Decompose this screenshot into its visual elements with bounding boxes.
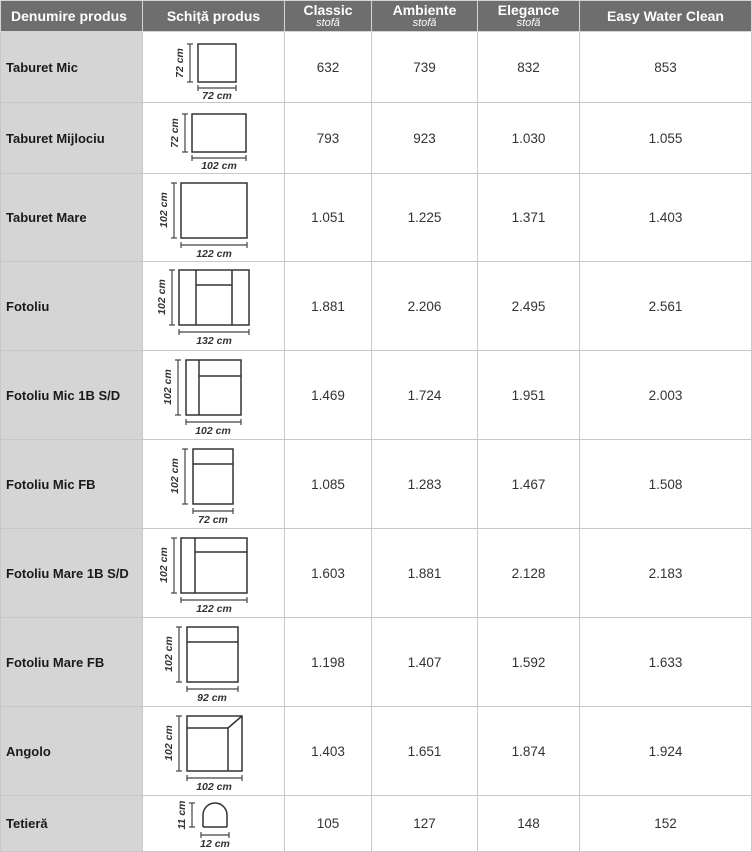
price-elegance: 1.030 — [478, 103, 580, 174]
product-name: Fotoliu Mic 1B S/D — [1, 351, 143, 440]
header-elegance-sub: stofă — [516, 17, 541, 29]
fotoliu-mic-1b-sketch-icon — [159, 354, 269, 436]
price-ambiente: 1.225 — [372, 174, 478, 262]
price-easy-water-clean: 1.055 — [580, 103, 752, 174]
product-name: Fotoliu — [1, 262, 143, 351]
fotoliu-sketch-icon — [155, 265, 269, 347]
taburet-mic-sketch-icon — [164, 35, 264, 102]
price-ambiente: 2.206 — [372, 262, 478, 351]
price-elegance: 148 — [478, 796, 580, 852]
product-name: Fotoliu Mic FB — [1, 440, 143, 529]
table-row — [1, 174, 752, 262]
width-label: 72 cm — [197, 514, 228, 526]
width-label: 12 cm — [199, 837, 230, 850]
price-classic: 793 — [285, 103, 372, 174]
header-easy-water-clean: Easy Water Clean — [580, 1, 752, 32]
price-ambiente: 739 — [372, 32, 478, 103]
product-sketch — [143, 796, 285, 852]
product-name: Taburet Mic — [1, 32, 143, 103]
price-easy-water-clean: 1.924 — [580, 707, 752, 796]
header-elegance-label: Elegance — [497, 2, 560, 18]
product-sketch — [143, 618, 285, 707]
header-product-sketch: Schiță produs — [143, 1, 285, 32]
price-elegance: 1.467 — [478, 440, 580, 529]
price-classic: 1.051 — [285, 174, 372, 262]
header-classic-label: Classic — [303, 2, 353, 18]
header-classic-sub: stofă — [316, 17, 340, 29]
price-easy-water-clean: 2.183 — [580, 529, 752, 618]
width-label: 72 cm — [201, 90, 232, 102]
price-easy-water-clean: 1.403 — [580, 174, 752, 262]
height-label: 102 cm — [157, 191, 170, 228]
height-label: 102 cm — [161, 369, 174, 405]
height-label: 102 cm — [162, 725, 175, 761]
width-label: 92 cm — [196, 692, 227, 704]
product-name: Taburet Mijlociu — [1, 103, 143, 174]
price-ambiente: 1.724 — [372, 351, 478, 440]
height-label: 102 cm — [168, 458, 181, 494]
product-sketch — [143, 529, 285, 618]
product-sketch — [143, 707, 285, 796]
price-elegance: 1.371 — [478, 174, 580, 262]
price-elegance: 2.128 — [478, 529, 580, 618]
width-label: 122 cm — [195, 603, 232, 615]
height-label: 72 cm — [168, 118, 181, 148]
price-elegance: 1.592 — [478, 618, 580, 707]
price-ambiente: 923 — [372, 103, 478, 174]
price-easy-water-clean: 2.003 — [580, 351, 752, 440]
width-label: 102 cm — [195, 781, 232, 793]
header-ambiente-label: Ambiente — [392, 2, 457, 18]
tetiera-sketch-icon — [164, 797, 264, 851]
product-name: Taburet Mare — [1, 174, 143, 262]
price-ambiente: 1.407 — [372, 618, 478, 707]
width-label: 102 cm — [200, 160, 237, 172]
taburet-mijlociu-sketch-icon — [164, 106, 264, 170]
height-label: 102 cm — [162, 636, 175, 672]
price-easy-water-clean: 1.508 — [580, 440, 752, 529]
header-elegance — [478, 1, 580, 32]
product-name: Angolo — [1, 707, 143, 796]
product-sketch — [143, 440, 285, 529]
price-easy-water-clean: 152 — [580, 796, 752, 852]
taburet-mare-sketch-icon — [159, 177, 269, 259]
price-classic: 632 — [285, 32, 372, 103]
width-label: 122 cm — [195, 247, 232, 260]
product-sketch — [143, 32, 285, 103]
fotoliu-mare-fb-sketch-icon — [159, 621, 269, 703]
price-elegance: 1.951 — [478, 351, 580, 440]
table-row — [1, 103, 752, 174]
height-label: 72 cm — [173, 48, 186, 78]
price-classic: 105 — [285, 796, 372, 852]
table-row — [1, 529, 752, 618]
product-sketch — [143, 351, 285, 440]
product-name: Tetieră — [1, 796, 143, 852]
price-classic: 1.198 — [285, 618, 372, 707]
price-classic: 1.603 — [285, 529, 372, 618]
price-elegance: 2.495 — [478, 262, 580, 351]
table-row — [1, 618, 752, 707]
height-label: 102 cm — [155, 279, 168, 315]
price-classic: 1.403 — [285, 707, 372, 796]
angolo-sketch-icon — [159, 710, 269, 792]
price-ambiente: 1.881 — [372, 529, 478, 618]
height-label: 11 cm — [175, 800, 188, 829]
header-product-name: Denumire produs — [1, 1, 143, 32]
width-label: 102 cm — [194, 425, 231, 437]
price-easy-water-clean: 853 — [580, 32, 752, 103]
header-ambiente-sub: stofă — [412, 17, 437, 29]
price-elegance: 1.874 — [478, 707, 580, 796]
table-row — [1, 32, 752, 103]
price-classic: 1.881 — [285, 262, 372, 351]
header-classic — [285, 1, 372, 32]
header-ambiente — [372, 1, 478, 32]
width-label: 132 cm — [195, 335, 232, 347]
header-row — [1, 1, 752, 32]
fotoliu-mare-1b-sketch-icon — [159, 532, 269, 614]
price-ambiente: 1.283 — [372, 440, 478, 529]
product-name: Fotoliu Mare FB — [1, 618, 143, 707]
table-row — [1, 707, 752, 796]
price-ambiente: 1.651 — [372, 707, 478, 796]
price-easy-water-clean: 1.633 — [580, 618, 752, 707]
product-sketch — [143, 262, 285, 351]
table-row — [1, 440, 752, 529]
table-row — [1, 262, 752, 351]
price-ambiente: 127 — [372, 796, 478, 852]
price-easy-water-clean: 2.561 — [580, 262, 752, 351]
fotoliu-mic-fb-sketch-icon — [159, 443, 269, 525]
table-row — [1, 351, 752, 440]
product-sketch — [143, 103, 285, 174]
height-label: 102 cm — [157, 547, 170, 583]
product-name: Fotoliu Mare 1B S/D — [1, 529, 143, 618]
price-classic: 1.085 — [285, 440, 372, 529]
price-elegance: 832 — [478, 32, 580, 103]
table-row — [1, 796, 752, 852]
product-sketch — [143, 174, 285, 262]
price-classic: 1.469 — [285, 351, 372, 440]
